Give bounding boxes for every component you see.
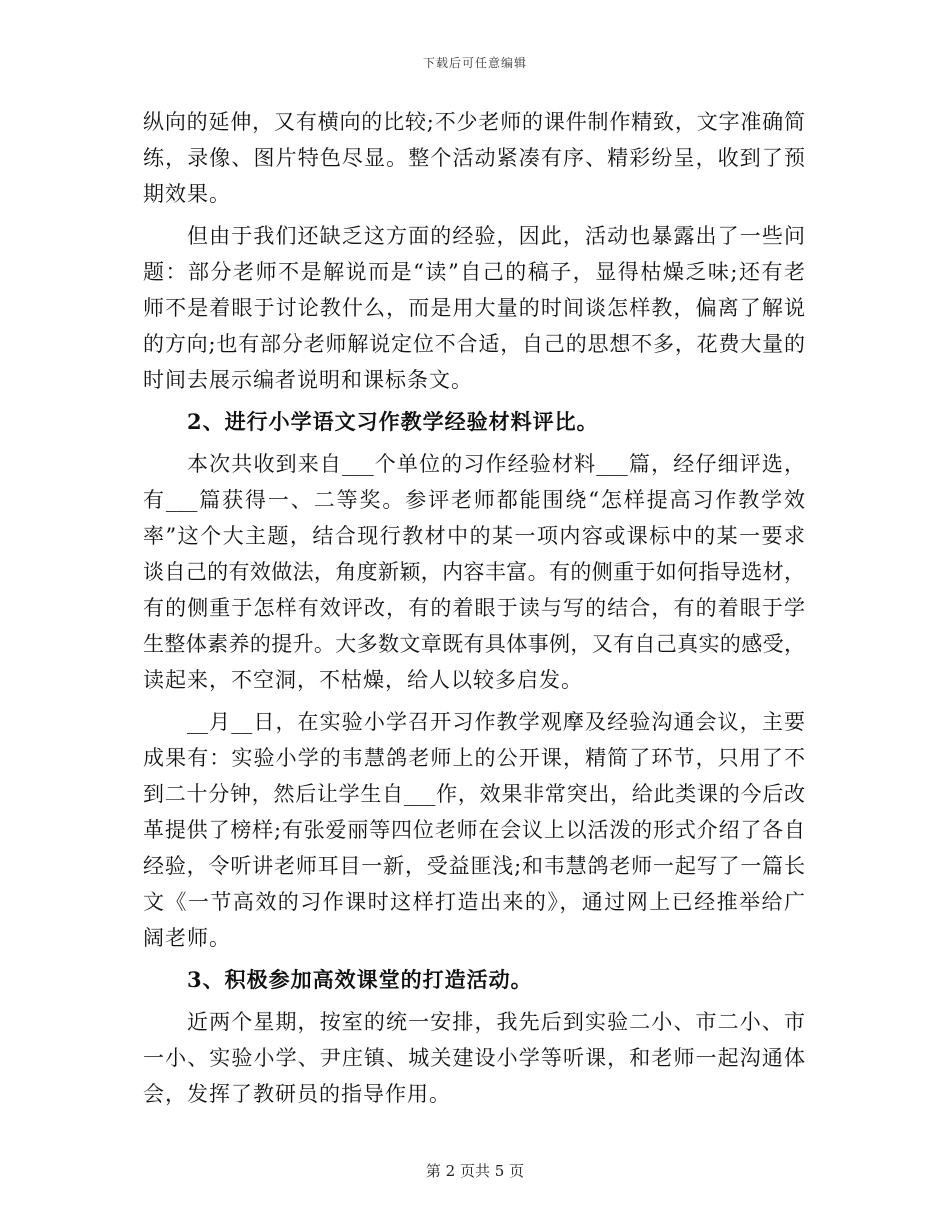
paragraph xyxy=(143,218,805,398)
section-heading xyxy=(143,962,805,998)
text-line: 练，录像、图片特色尽显。整个活动紧凑有序、精彩纷呈，收到了预 xyxy=(143,146,805,170)
paragraph xyxy=(143,1004,805,1112)
text-line: 题：部分老师不是解说而是“读”自己的稿子，显得枯燥乏味;还有老 xyxy=(143,260,805,284)
section-heading xyxy=(143,404,805,440)
text-line: 一小、实验小学、尹庄镇、城关建设小学等听课，和老师一起沟通体 xyxy=(143,1046,805,1070)
text-line: 生整体素养的提升。大多数文章既有具体事例，又有自己真实的感受， xyxy=(143,632,805,656)
text-line: 近两个星期，按室的统一安排，我先后到实验二小、市二小、市 xyxy=(187,1010,805,1034)
text-line: 成果有：实验小学的韦慧鸽老师上的公开课，精简了环节，只用了不 xyxy=(143,746,805,770)
text-line: 到二十分钟，然后让学生自___作，效果非常突出，给此类课的今后改 xyxy=(143,782,805,806)
paragraph xyxy=(143,104,805,212)
document-body xyxy=(143,104,805,1112)
text-line: 有___篇获得一、二等奖。参评老师都能围绕“怎样提高习作教学效 xyxy=(143,488,805,512)
text-line: 读起来，不空洞，不枯燥，给人以较多启发。 xyxy=(143,668,583,692)
page-header: 下载后可任意编辑 xyxy=(422,56,527,70)
text-line: 本次共收到来自___个单位的习作经验材料___篇，经仔细评选， xyxy=(187,452,805,476)
text-line: 文《一节高效的习作课时这样打造出来的》，通过网上已经推举给广 xyxy=(143,890,805,914)
page-footer: 第 2 页共 5 页 xyxy=(425,1162,525,1180)
text-line: 纵向的延伸，又有横向的比较;不少老师的课件制作精致，文字准确简 xyxy=(143,110,805,134)
heading-line: 2、进行小学语文习作教学经验材料评比。 xyxy=(187,409,599,434)
text-line: 率”这个大主题，结合现行教材中的某一项内容或课标中的某一要求 xyxy=(143,524,805,548)
text-line: 但由于我们还缺乏这方面的经验，因此，活动也暴露出了一些问 xyxy=(187,224,805,248)
text-line: 会，发挥了教研员的指导作用。 xyxy=(143,1082,451,1106)
text-line: 期效果。 xyxy=(143,182,231,206)
text-line: 的方向;也有部分老师解说定位不合适，自己的思想不多，花费大量的 xyxy=(143,332,805,356)
text-line: 时间去展示编者说明和课标条文。 xyxy=(143,368,473,392)
text-line: 有的侧重于怎样有效评改，有的着眼于读与写的结合，有的着眼于学 xyxy=(143,596,805,620)
text-line: 革提供了榜样;有张爱丽等四位老师在会议上以活泼的形式介绍了各自 xyxy=(143,818,805,842)
heading-line: 3、积极参加高效课堂的打造活动。 xyxy=(187,967,533,992)
text-line: 经验，令听讲老师耳目一新，受益匪浅;和韦慧鸽老师一起写了一篇长 xyxy=(143,854,805,878)
text-line: 师不是着眼于讨论教什么，而是用大量的时间谈怎样教，偏离了解说 xyxy=(143,296,805,320)
text-line: 阔老师。 xyxy=(143,926,231,950)
text-line: 谈自己的有效做法，角度新颖，内容丰富。有的侧重于如何指导选材， xyxy=(143,560,805,584)
paragraph xyxy=(143,446,805,698)
text-line: __月__日，在实验小学召开习作教学观摩及经验沟通会议，主要 xyxy=(187,710,805,734)
paragraph xyxy=(143,704,805,956)
